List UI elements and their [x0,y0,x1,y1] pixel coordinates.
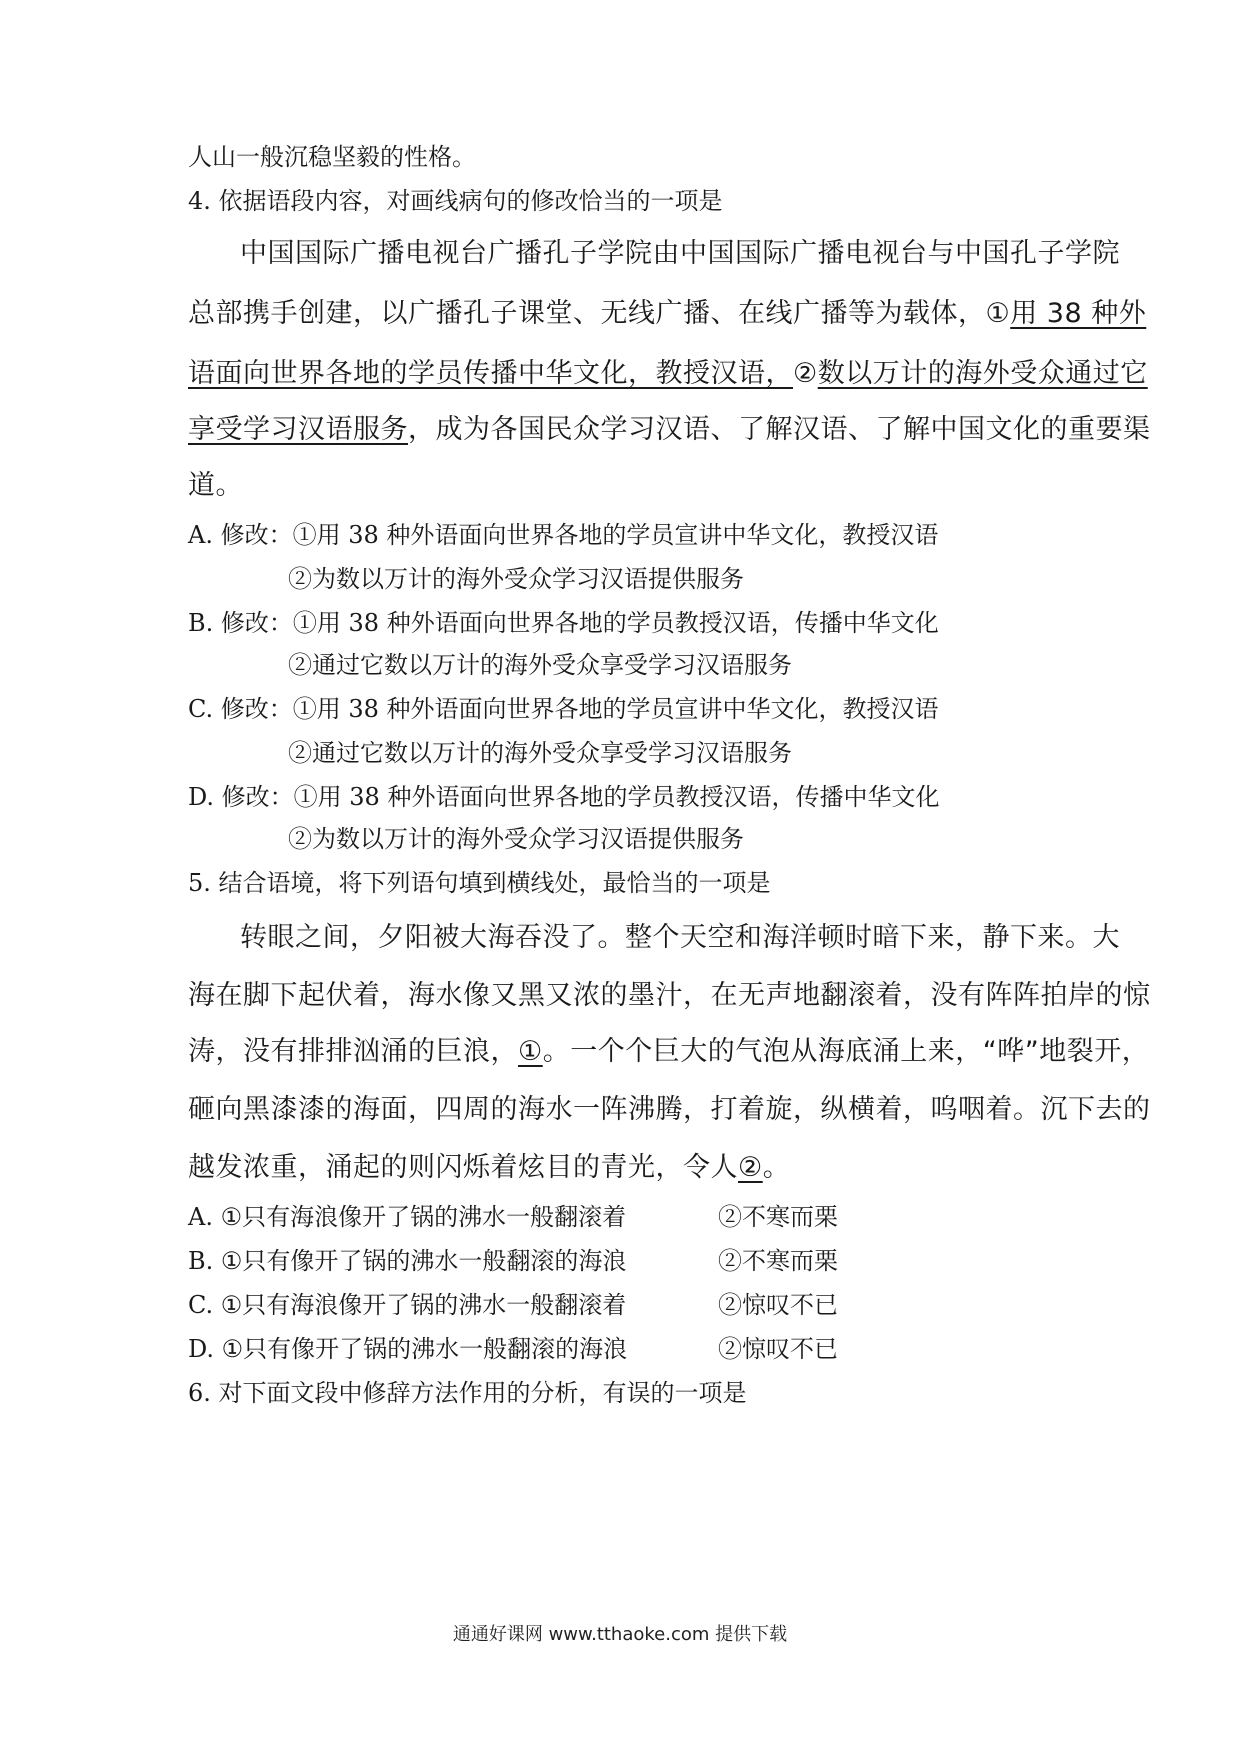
passage-line: 语面向世界各地的学员传播中华文化，教授汉语，②数以万计的海外受众通过它 [188,358,1148,389]
page-footer: 通通好课网 www.tthaoke.com 提供下载 [452,1624,788,1645]
blank-1: ① [518,1036,543,1067]
option-a: A. 修改：①用 38 种外语面向世界各地的学员宣讲中华文化，教授汉语 [188,521,939,549]
passage-line: 越发浓重，涌起的则闪烁着炫目的青光，令人②。 [188,1152,791,1183]
option-5c: C. ①只有海浪像开了锅的沸水一般翻滚着 ②惊叹不已 [188,1291,838,1319]
option-b: B. 修改：①用 38 种外语面向世界各地的学员教授汉语，传播中华文化 [188,609,939,637]
passage-line: 涛，没有排排汹涌的巨浪，①。一个个巨大的气泡从海底涌上来，“哗”地裂开， [188,1036,1150,1067]
passage-line: 总部携手创建，以广播孔子课堂、无线广播、在线广播等为载体，①用 38 种外 [188,298,1147,329]
passage-line: 道。 [188,470,243,501]
passage-line: 享受学习汉语服务，成为各国民众学习汉语、了解汉语、了解中国文化的重要渠 [188,414,1151,445]
question-5-title: 5. 结合语境，将下列语句填到横线处，最恰当的一项是 [188,869,771,897]
passage-line: 转眼之间，夕阳被大海吞没了。整个天空和海洋顿时暗下来，静下来。大 [240,922,1120,953]
text-line: 人山一般沉稳坚毅的性格。 [188,143,476,171]
underlined-sentence: 用 38 种外 [1010,298,1147,329]
option-b-line2: ②通过它数以万计的海外受众享受学习汉语服务 [288,651,792,679]
question-6-title: 6. 对下面文段中修辞方法作用的分析，有误的一项是 [188,1379,747,1407]
option-d: D. 修改：①用 38 种外语面向世界各地的学员教授汉语，传播中华文化 [188,783,940,811]
option-a-line2: ②为数以万计的海外受众学习汉语提供服务 [288,565,744,593]
underlined-sentence: 享受学习汉语服务 [188,414,408,445]
option-5b: B. ①只有像开了锅的沸水一般翻滚的海浪 ②不寒而栗 [188,1247,838,1275]
option-5d: D. ①只有像开了锅的沸水一般翻滚的海浪 ②惊叹不已 [188,1335,838,1363]
passage-line: 中国国际广播电视台广播孔子学院由中国国际广播电视台与中国孔子学院 [240,238,1120,269]
option-c: C. 修改：①用 38 种外语面向世界各地的学员宣讲中华文化，教授汉语 [188,695,939,723]
passage-line: 砸向黑漆漆的海面，四周的海水一阵沸腾，打着旋，纵横着，呜咽着。沉下去的 [188,1094,1151,1125]
option-5a: A. ①只有海浪像开了锅的沸水一般翻滚着 ②不寒而栗 [188,1203,838,1231]
underlined-sentence: 数以万计的海外受众通过它 [817,358,1148,389]
option-d-line2: ②为数以万计的海外受众学习汉语提供服务 [288,825,744,853]
underlined-sentence: 语面向世界各地的学员传播中华文化，教授汉语， [188,358,793,389]
question-4-title: 4. 依据语段内容，对画线病句的修改恰当的一项是 [188,187,723,215]
option-c-line2: ②通过它数以万计的海外受众享受学习汉语服务 [288,739,792,767]
blank-2: ② [738,1152,763,1183]
passage-line: 海在脚下起伏着，海水像又黑又浓的墨汁，在无声地翻滚着，没有阵阵拍岸的惊 [188,980,1151,1011]
